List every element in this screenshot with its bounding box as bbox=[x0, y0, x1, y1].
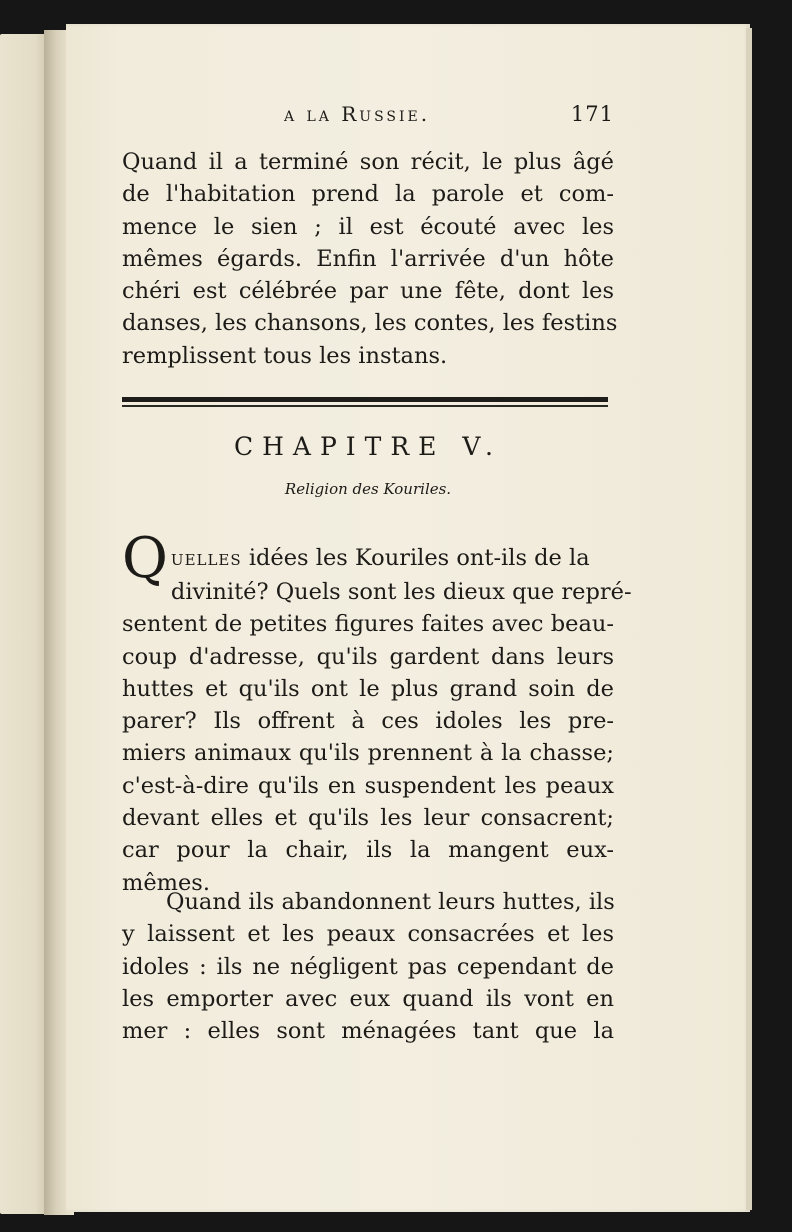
text-line: Quand ils abandonnent leurs huttes, ils bbox=[166, 889, 615, 915]
text-line: mer : elles sont ménagées tant que la bbox=[122, 1018, 614, 1045]
text-line: car pour la chair, ils la mangent eux- bbox=[122, 837, 614, 864]
text-line: sentent de petites figures faites avec beau- bbox=[122, 611, 614, 638]
text-line: de l'habitation prend la parole et com- bbox=[122, 181, 614, 208]
text-line: parer? Ils offrent à ces idoles les pre- bbox=[122, 708, 614, 735]
paragraph-drop-cap bbox=[122, 526, 632, 899]
text-line: remplissent tous les instans. bbox=[122, 342, 448, 369]
text-line: idoles : ils ne négligent pas cependant de bbox=[122, 953, 614, 980]
text-line: miers animaux qu'ils prennent à la chasse; bbox=[122, 740, 614, 767]
text-line: danses, les chansons, les contes, les festins bbox=[122, 310, 618, 337]
text-line: chéri est célébrée par une fête, dont les bbox=[122, 278, 614, 305]
text-line: les emporter avec eux quand ils vont en bbox=[122, 985, 614, 1012]
text-line: coup d'adresse, qu'ils gardent dans leurs bbox=[122, 643, 614, 670]
drop-cap: Q bbox=[122, 526, 168, 591]
page-number: 171 bbox=[570, 102, 614, 126]
chapter-rule-thick bbox=[122, 397, 608, 402]
chapter-subtitle: Religion des Kouriles. bbox=[284, 480, 452, 498]
first-word-small-caps: uelles bbox=[170, 546, 242, 571]
left-page-edge bbox=[0, 34, 50, 1214]
text-line: mence le sien ; il est écouté avec les bbox=[122, 213, 614, 240]
first-line bbox=[122, 536, 614, 576]
page-fore-edge bbox=[746, 28, 752, 1210]
paragraph-two bbox=[122, 886, 614, 1047]
paragraph-top bbox=[122, 146, 618, 372]
text-line: mêmes égards. Enfin l'arrivée d'un hôte bbox=[122, 245, 614, 272]
text-line: y laissent et les peaux consacrées et les bbox=[122, 921, 614, 948]
chapter-title: CHAPITRE V. bbox=[233, 432, 502, 461]
text-line: divinité? Quels sont les dieux que repré- bbox=[170, 579, 632, 605]
text-line: Quand il a terminé son récit, le plus âgé bbox=[122, 149, 614, 175]
text-line: mêmes. bbox=[122, 869, 211, 896]
running-title: a la Russie. bbox=[284, 102, 431, 126]
chapter-rule-thin bbox=[122, 405, 608, 407]
text-line: devant elles et qu'ils les leur consacrent; bbox=[122, 805, 614, 832]
text-line: huttes et qu'ils ont le plus grand soin de bbox=[122, 675, 614, 702]
first-line-rest: idées les Kouriles ont-ils de la bbox=[241, 545, 590, 571]
running-head bbox=[122, 102, 614, 132]
text-line: c'est-à-dire qu'ils en suspendent les peaux bbox=[122, 772, 614, 799]
